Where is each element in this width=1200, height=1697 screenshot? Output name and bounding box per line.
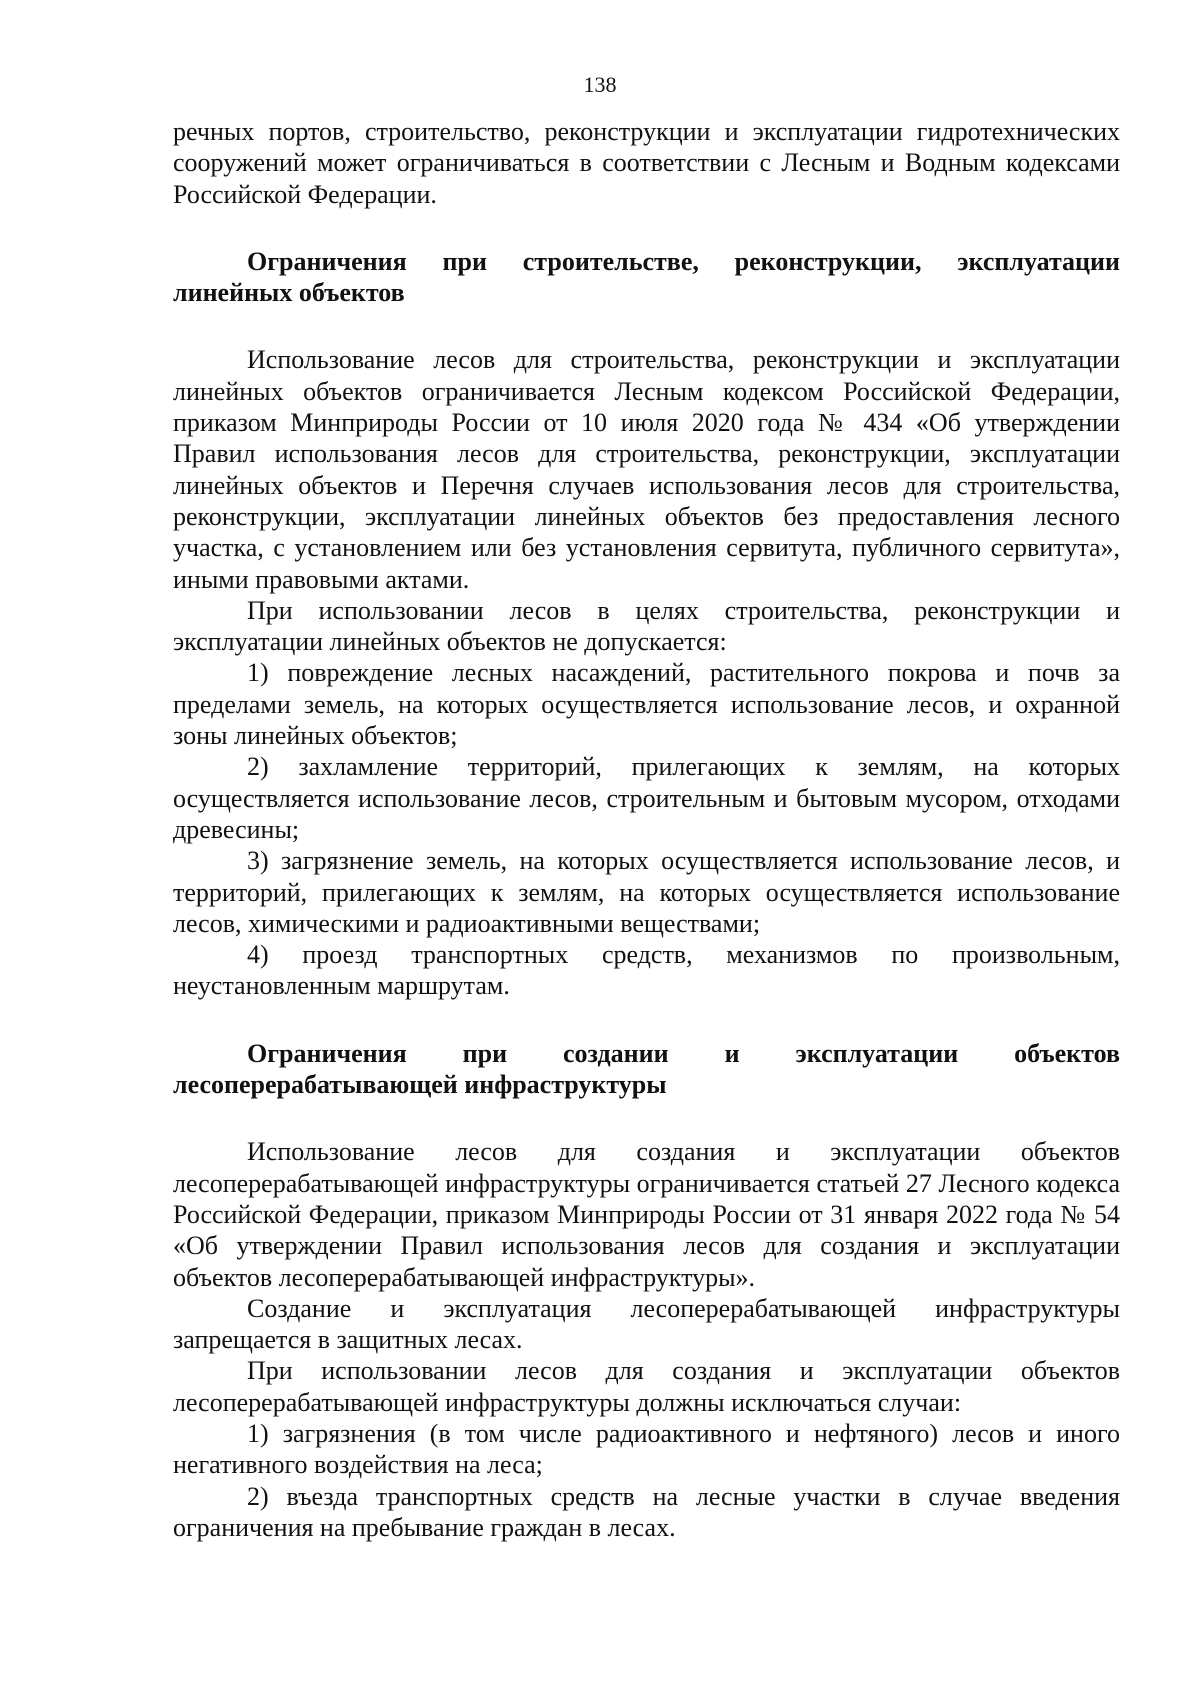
spacer bbox=[173, 308, 1120, 344]
spacer bbox=[173, 1100, 1120, 1136]
list-item: 2) захламление территорий, прилегающих к землям, на которых осуществляется использование лесов, строительным и бытовым мусором, отходами древесины; bbox=[173, 752, 1120, 844]
section-heading-wood-processing: Ограничения при создании и эксплуатации объектов лесоперерабатывающей инфраструктуры bbox=[173, 1038, 1120, 1100]
spacer bbox=[173, 1002, 1120, 1038]
paragraph: Создание и эксплуатация лесоперерабатывающей инфраструктуры запрещается в защитных лесах. bbox=[173, 1293, 1120, 1355]
intro-paragraph: речных портов, строительство, реконструкции и эксплуатации гидротехнических сооружений может ограничиваться в соответствии с Лесным и Водным кодексами Российской Федерации. bbox=[173, 117, 1120, 209]
list-item: 1) повреждение лесных насаждений, растительного покрова и почв за пределами земель, на которых осуществляется использование лесов, и охранной зоны линейных объектов; bbox=[173, 658, 1120, 751]
paragraph: При использовании лесов для создания и эксплуатации объектов лесоперерабатывающей инфраструктуры должны исключаться случаи: bbox=[173, 1356, 1120, 1417]
paragraph: При использовании лесов в целях строительства, реконструкции и эксплуатации линейных объектов не допускается: bbox=[173, 595, 1120, 657]
page-content bbox=[173, 116, 1120, 1543]
spacer bbox=[173, 210, 1120, 246]
list-item: 1) загрязнения (в том числе радиоактивного и нефтяного) лесов и иного негативного воздействия на леса; bbox=[173, 1418, 1120, 1480]
page-number: 138 bbox=[583, 72, 617, 97]
list-item: 4) проезд транспортных средств, механизмов по произвольным, неустановленным маршрутам. bbox=[173, 940, 1120, 1001]
list-item: 3) загрязнение земель, на которых осуществляется использование лесов, и территорий, прилегающих к землям, на которых осуществляется использование лесов, химическими и радиоактивными веществами; bbox=[173, 846, 1120, 938]
list-item: 2) въезда транспортных средств на лесные участки в случае введения ограничения на пребывание граждан в лесах. bbox=[173, 1481, 1120, 1542]
paragraph: Использование лесов для строительства, реконструкции и эксплуатации линейных объектов ограничивается Лесным кодексом Российской Федерации, приказом Минприроды России от 10 июля 2020 года № 434 «Об утверждении Правил использования лесов для строительства, реконструкции, эксплуатации линейных объектов и Перечня случаев использования лесов для строительства, реконструкции, эксплуатации линейных объектов без предоставления лесного участка, с установлением или без установления сервитута, публичного сервитута», иными правовыми актами. bbox=[173, 345, 1120, 594]
section-heading-linear-objects: Ограничения при строительстве, реконструкции, эксплуатации линейных объектов bbox=[173, 246, 1120, 308]
paragraph: Использование лесов для создания и эксплуатации объектов лесоперерабатывающей инфраструктуры ограничивается статьей 27 Лесного кодекса Российской Федерации, приказом Минприроды России от 31 января 2022 года № 54 «Об утверждении Правил использования лесов для создания и эксплуатации объектов лесоперерабатывающей инфраструктуры». bbox=[173, 1137, 1120, 1292]
